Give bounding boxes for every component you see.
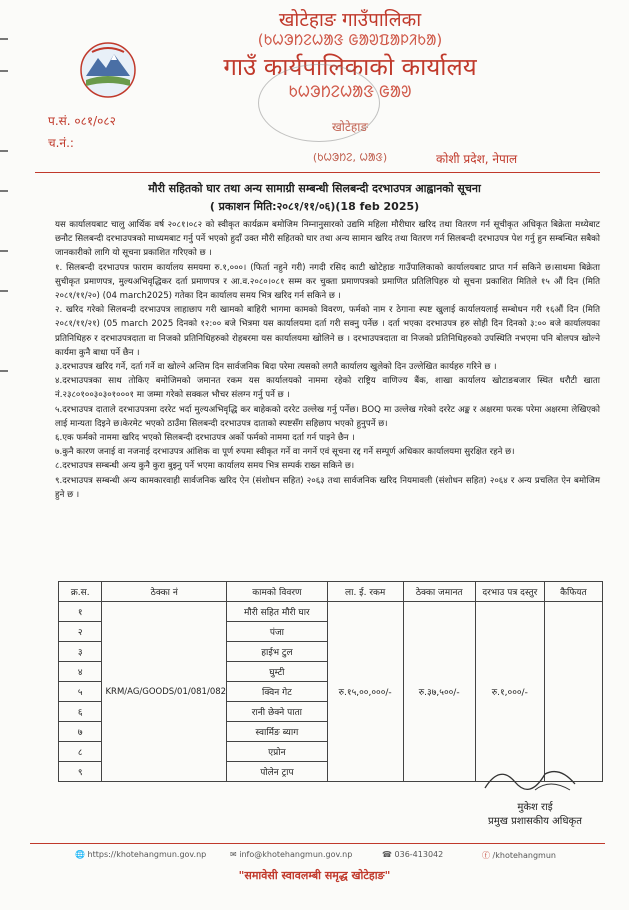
sn-cell: ५ xyxy=(59,682,102,702)
signatory-name: मुकेश राई xyxy=(517,802,553,813)
clause-7: ७.कुनै कारण जनाई वा नजनाई दरभाउपत्र आंशिक वा पूर्ण रुपमा स्वीकृत गर्ने वा नगर्ने एवं सूचना रद्द गर्ने सम्पूर्ण अधिकार कार्यालयमा सुरक्षित रहने छ। xyxy=(55,447,515,458)
table-row xyxy=(59,602,603,622)
clause-9: ९.दरभाउपत्र सम्बन्धी अन्य कामकारवाही सार्वजनिक खरिद ऐन (संशोधन सहित) २०६३ तथा सार्वजनिक खरिद नियमावली (संशोधन सहित) २०६४ र अन्य प्रचलित ऐन बमोजिम हुने छ । xyxy=(55,475,600,500)
col-header: ला. ई. रकम xyxy=(327,582,403,602)
col-header: ठेक्का जमानत xyxy=(403,582,475,602)
clause-6: ६.एक फर्मको नाममा खरिद भएको सिलबन्दी दरभाउपत्र अर्को फर्मको नाममा दर्ता गर्न पाइने छैन । xyxy=(55,433,355,444)
office-stamp xyxy=(258,64,380,142)
office-name: गाउँ कार्यपालिकाको कार्यालय xyxy=(223,53,477,81)
sn-cell: ४ xyxy=(59,662,102,682)
signatory-title: प्रमुख प्रशासकीय अधिकृत xyxy=(488,816,582,827)
contract-no-cell: KRM/AG/GOODS/01/081/082 xyxy=(102,602,227,782)
place-name: खोटेहाङ xyxy=(331,120,369,134)
table-header-row xyxy=(59,582,603,602)
notice-title: मौरी सहितको घार तथा अन्य सामाग्री सम्बन्धी सिलबन्दी दरभाउपत्र आह्वानको सूचना xyxy=(148,182,481,195)
sn-cell: ६ xyxy=(59,702,102,722)
notice-body xyxy=(55,218,600,502)
notice-subtitle: ( प्रकाशन मिति:२०८१/११/०६)(18 feb 2025) xyxy=(209,200,420,213)
sn-cell: ८ xyxy=(59,742,102,762)
footer-facebook[interactable] xyxy=(482,850,556,861)
footer-rule xyxy=(30,843,605,844)
binder-edge xyxy=(0,0,12,910)
footer-phone-text: 036-413042 xyxy=(394,850,444,859)
bond-cell: रु.३७,५००/- xyxy=(403,602,475,782)
fee-cell: रु.१,०००/- xyxy=(475,602,544,782)
clause-5: ५.दरभाउपत्र दाताले दरभाउपत्रमा दररेट भर्दा मुल्यअभिवृद्धि कर बाहेकको दररेट उल्लेख गर्नु पर्नेछ। BOQ मा उल्लेख गरेको दररेट अङ्क र अक्षरमा फरक परेमा अक्षरमा लेखिएको लाई मान्यता दिइने छ।केरमेट भएको ठाउँमा सिलबन्दी दरभाउपत्र दाताको स्पष्टसँग सहिछाप भएको हुनुपर्ने छ। xyxy=(55,404,600,429)
col-header: ठेक्का नं xyxy=(102,582,227,602)
sn-cell: ७ xyxy=(59,722,102,742)
item-cell: पंजा xyxy=(227,622,328,642)
clause-2: २. खरिद गरेको सिलबन्दी दरभाउपत्र लाहाछाप गरी खामको बाहिरी भागमा कामको विवरण, फर्मको नाम र ठेगाना स्पष्ट खुलाई कार्यालयलाई सम्बोधन गरी १६औं दिन (मिति २०८१/११/२१) (05 march 2025 दिनको १२:०० बजे भित्रमा यस कार्यालयमा दर्ता गरी सक्नु पर्नेछ । दर्ता भएका दरभाउपत्र हरु सोही दिन दिनको ३:०० बजे कार्यालयका प्रतिनिधिहरु र दरभाउपत्रदाता वा निजको प्रतिनिधिहरुको रोहबरमा यस कार्यालयमा खोलिने छ । दरभाउपत्रदाता वा निजको प्रतिनिधिहरुको उपस्थिति नभएमा पनि बोलपत्र खोल्ने कार्यमा कुनै बाधा पर्ने छैन । xyxy=(55,305,600,358)
header-rule xyxy=(35,172,600,173)
province: कोशी प्रदेश, नेपाल xyxy=(436,152,518,166)
facebook-icon: ⓕ xyxy=(482,851,493,860)
footer-web-text: https://khotehangmun.gov.np xyxy=(87,850,207,859)
municipality-logo xyxy=(78,40,138,100)
clause-4: ४.दरभाउपत्रका साथ तोकिए बमोजिमको जमानत रकम यस कार्यालयको नाममा रहेको राष्ट्रिय वाणिज्य बैंक, शाखा कार्यालय खोटाङबजार स्थित धरौटी खाता नं.२३८०१००३०३०१०००१ मा जम्मा गरेको सक्कल भौचर संलग्न गर्नु पर्ने छ । xyxy=(55,376,600,401)
works-table xyxy=(58,581,603,782)
item-cell: स्वार्मिङ ब्याग xyxy=(227,722,328,742)
footer-phone[interactable] xyxy=(382,850,443,859)
signature-block xyxy=(470,760,600,827)
col-header: दरभाउ पत्र दस्तुर xyxy=(475,582,544,602)
item-cell: हाईभ टुल xyxy=(227,642,328,662)
col-header: कामको विवरण xyxy=(227,582,328,602)
ref-cn: च.नं.: xyxy=(48,136,74,150)
clause-3: ३.दरभाउपत्र खरिद गर्ने, दर्ता गर्ने वा खोल्ने अन्तिम दिन सार्वजनिक बिदा परेमा त्यसको लगतै कार्यालय खुलेको दिन उल्लेखित कार्यहरु गरिने छ । xyxy=(55,362,497,373)
footer-email[interactable] xyxy=(230,850,352,859)
item-cell: रानी छेक्ने पाता xyxy=(227,702,328,722)
footer-slogan: "समावेसी स्वावलम्बी समृद्ध खोटेहाङ" xyxy=(238,869,391,882)
phone-icon: ☎ xyxy=(382,850,395,859)
item-cell: क्विन गेट xyxy=(227,682,328,702)
sn-cell: ९ xyxy=(59,762,102,782)
col-header: क्र.स. xyxy=(59,582,102,602)
clause-8: ८.दरभाउपत्र सम्बन्धी अन्य कुनै कुरा बुझ्नु पर्ने भएमा कार्यालय समय भित्र सम्पर्क राख्न सकिने छ। xyxy=(55,461,355,472)
sn-cell: ३ xyxy=(59,642,102,662)
ref-ps: प.सं. ०८१/०८२ xyxy=(48,114,116,128)
org-name: खोटेहाङ गाउँपालिका xyxy=(278,9,422,31)
col-header: कैफियत xyxy=(544,582,602,602)
footer-facebook-text: /khotehangmun xyxy=(492,851,556,860)
signature-scribble xyxy=(475,760,595,796)
place-name-latin: (ᱠᱦᱳᱴᱮ, ᱦᱟᱝ) xyxy=(312,151,388,164)
sn-cell: २ xyxy=(59,622,102,642)
intro-paragraph: यस कार्यालयबाट चालु आर्थिक वर्ष २०८१।०८२ को स्वीकृत कार्यक्रम बमोजिम निम्नानुसारको उद्यमि महिला मौरीघार खरिद तथा वितरण गर्न सूचीकृत अधिकृत बिक्रेता मध्येबाट छनौट सिलबन्दी दरभाउपत्रको माध्यमबाट गर्नु पर्ने भएको हुदाँ उक्त मौरी सहितको घार तथा अन्य सामान खरिद तथा वितरण गर्न सिलबन्दी दरभाउपत्र पेश गर्नु हुन सम्बन्धित सबैको जानकारीको लागि यो सूचना प्रकाशित गरिएको छ । xyxy=(55,220,600,259)
sn-cell: १ xyxy=(59,602,102,622)
footer-web[interactable] xyxy=(75,850,206,859)
item-cell: एप्रोन xyxy=(227,742,328,762)
remarks-cell xyxy=(544,602,602,782)
item-cell: घुम्टी xyxy=(227,662,328,682)
item-cell: मौरी सहित मौरी घार xyxy=(227,602,328,622)
footer-email-text: info@khotehangmun.gov.np xyxy=(239,850,353,859)
estimate-cell: रु.१५,००,०००/- xyxy=(327,602,403,782)
office-name-latin: ᱠᱦᱳᱴᱮᱦᱟᱝ ᱜᱟᱣ xyxy=(288,82,412,101)
item-cell: पोलेन ट्राप xyxy=(227,762,328,782)
mail-icon: ✉ xyxy=(230,850,240,859)
globe-icon: 🌐 xyxy=(75,850,88,859)
clause-1: १. सिलबन्दी दरभाउपत्र फाराम कार्यालय समयमा रु.१,०००। (फिर्ता नहुने गरी) नगदी रसिद काटी खोटेहाङ गाउँपालिकाको कार्यालयबाट प्राप्त गर्न सकिने छ।साथमा बिक्रेता सुचीकृत प्रमाणपत्र, मुल्यअभिवृद्धिकर दर्ता प्रमाणपत्र र आ.व.२०८०।०८१ सम्म कर चुक्ता प्रमाणपत्रको प्रमाणित प्रतिलिपिहरु यो सूचना प्रकाशित मितिले १५ औं दिन (मिति २०८१/११/२०) (04 march2025) गतेका दिन कार्यालय समय भित्र खरिद गर्न सकिने छ । xyxy=(55,262,600,302)
org-name-latin: (ᱠᱦᱳᱴᱮᱦᱟᱝ ᱜᱟᱣᱯᱟᱞᱤᱠᱟ) xyxy=(257,31,443,49)
